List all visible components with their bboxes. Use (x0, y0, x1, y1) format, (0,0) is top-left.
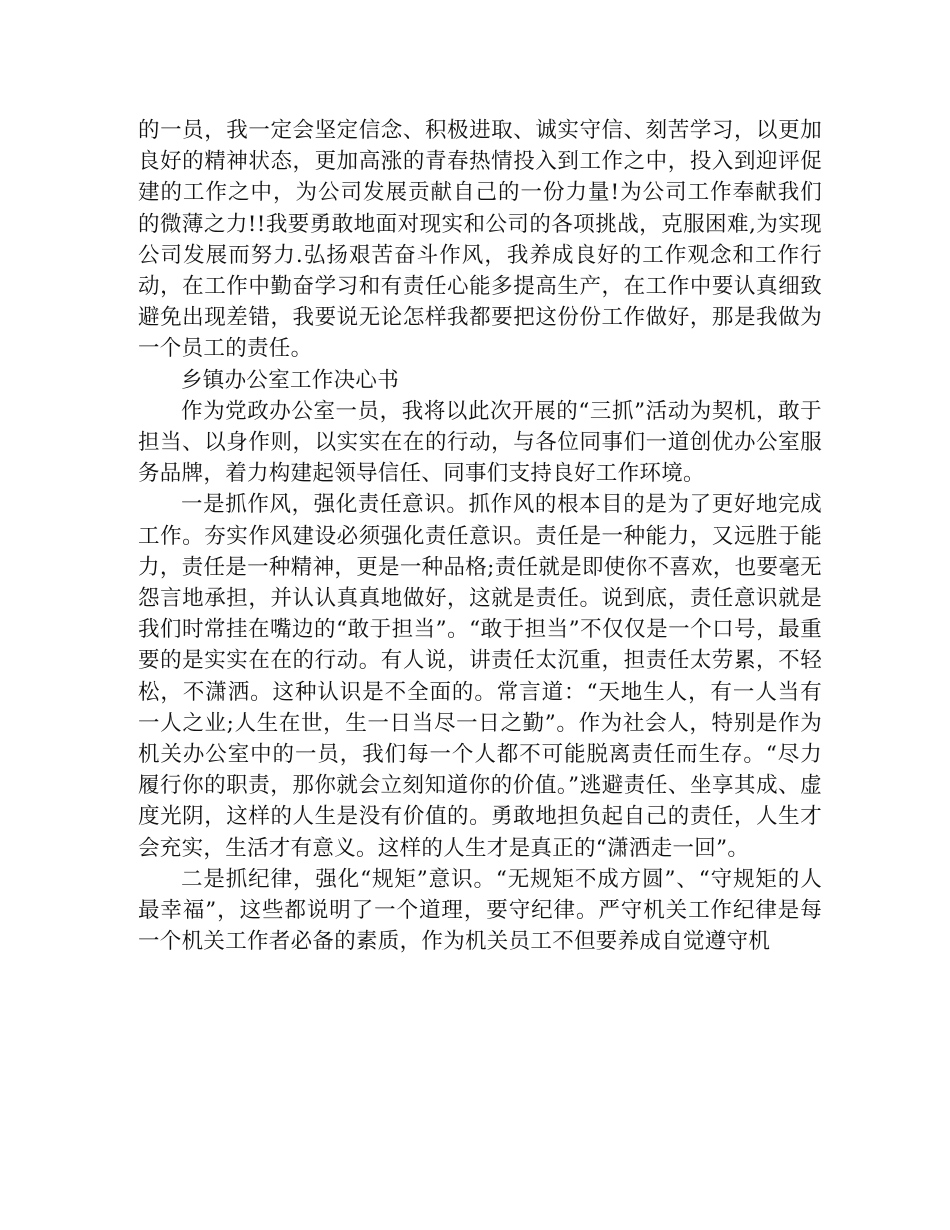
paragraph-intro: 作为党政办公室一员，我将以此次开展的“三抓”活动为契机，敢于担当、以身作则，以实实在在的行动，与各位同事们一道创优办公室服务品牌，着力构建起领导信任、同事们支持良好工作环境。 (138, 398, 822, 487)
paragraph-continuation: 的一员，我一定会坚定信念、积极进取、诚实守信、刻苦学习，以更加良好的精神状态，更加高涨的青春热情投入到工作之中，投入到迎评促建的工作之中，为公司发展贡献自己的一份力量!为公司工作奉献我们的微薄之力!!我要勇敢地面对现实和公司的各项挑战，克服困难,为实现公司发展而努力.弘扬艰苦奋斗作风，我养成良好的工作观念和工作行动，在工作中勤奋学习和有责任心能多提高生产，在工作中要认真细致避免出现差错，我要说无论怎样我都要把这份份工作做好，那是我做为一个员工的责任。 (138, 118, 822, 362)
section-title: 乡镇办公室工作决心书 (181, 367, 400, 393)
paragraph-point-two: 二是抓纪律，强化“规矩”意识。“无规矩不成方圆”、“守规矩的人最幸福”，这些都说明了一个道理，要守纪律。严守机关工作纪律是每一个机关工作者必备的素质，作为机关员工不但要养成自觉遵守机 (138, 866, 822, 955)
paragraph-point-one: 一是抓作风，强化责任意识。抓作风的根本目的是为了更好地完成工作。夯实作风建设必须强化责任意识。责任是一种能力，又远胜于能力，责任是一种精神，更是一种品格;责任就是即使你不喜欢，也要毫无怨言地承担，并认认真真地做好，这就是责任。说到底，责任意识就是我们时常挂在嘴边的“敢于担当”。“敢于担当”不仅仅是一个口号，最重要的是实实在在的行动。有人说，讲责任太沉重，担责任太劳累，不轻松，不潇洒。这种认识是不全面的。常言道：“天地生人，有一人当有一人之业;人生在世，生一日当尽一日之勤”。作为社会人，特别是作为机关办公室中的一员，我们每一个人都不可能脱离责任而生存。“尽力履行你的职责，那你就会立刻知道你的价值。”逃避责任、坐享其成、虚度光阴，这样的人生是没有价值的。勇敢地担负起自己的责任，人生才会充实，生活才有意义。这样的人生才是真正的“潇洒走一回”。 (138, 492, 822, 861)
document-body (138, 115, 822, 957)
